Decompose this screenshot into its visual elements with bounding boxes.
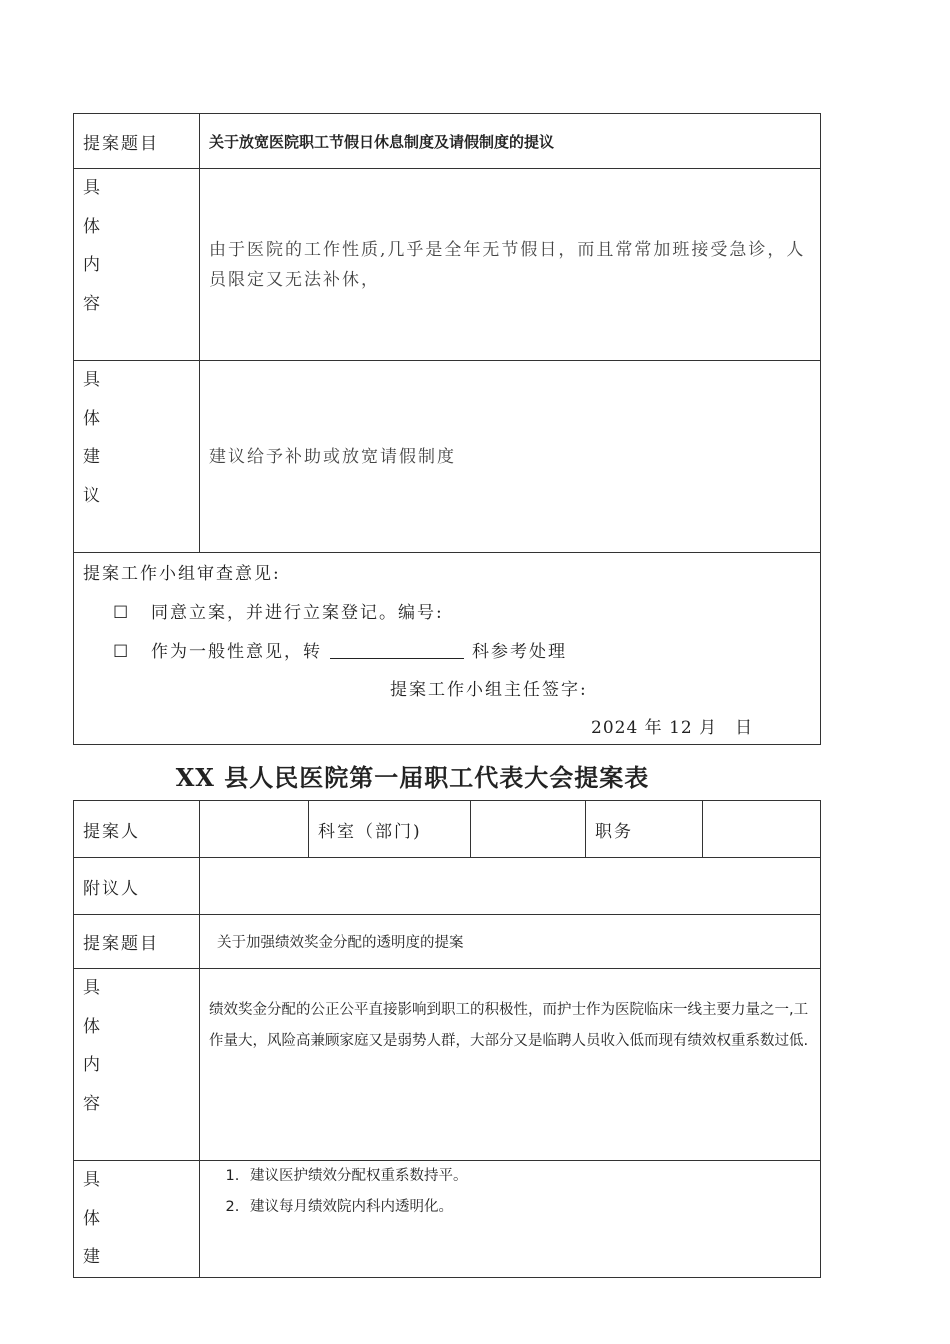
content-text: 由于医院的工作性质,几乎是全年无节假日，而且常常加班接受急诊，人员限定又无法补休，: [200, 169, 821, 361]
checkbox-icon[interactable]: ☐: [113, 603, 131, 623]
document-title: XX 县人民医院第一届职工代表大会提案表: [175, 763, 650, 792]
review-option-2[interactable]: ☐ 作为一般性意见，转 科参考处理: [113, 642, 567, 662]
checkbox-icon[interactable]: ☐: [113, 642, 131, 662]
title-value: 关于放宽医院职工节假日休息制度及请假制度的提议: [200, 114, 821, 169]
position-label: 职务: [586, 801, 703, 858]
signature-label: 提案工作小组主任签字:: [390, 680, 588, 700]
title-label: 提案题目: [74, 915, 200, 969]
suggest-text: 建议给予补助或放宽请假制度: [200, 361, 821, 553]
review-option-1[interactable]: ☐ 同意立案，并进行立案登记。编号:: [113, 603, 444, 623]
cosigner-value: [200, 858, 821, 915]
cosigner-label: 附议人: [74, 858, 200, 915]
content-text: 绩效奖金分配的公正公平直接影响到职工的积极性，而护士作为医院临床一线主要力量之一,工作量大，风险高兼顾家庭又是弱势人群，大部分又是临聘人员收入低而现有绩效权重系数过低.: [200, 969, 821, 1161]
suggestion-item: 2. 建议每月绩效院内科内透明化。: [244, 1192, 820, 1223]
review-date: 2024 年 12 月 日: [591, 718, 754, 738]
position-value: [703, 801, 821, 858]
review-section: [74, 553, 821, 745]
suggestion-list: [200, 1161, 821, 1278]
suggestion-item: 1. 建议医护绩效分配权重系数持平。: [244, 1161, 820, 1192]
content-label: 具 体 内 容: [74, 169, 200, 361]
proposer-label: 提案人: [74, 801, 200, 858]
proposal-form-2: [73, 800, 821, 1278]
suggest-label: 具 体 建: [74, 1161, 200, 1278]
dept-label: 科室（部门): [309, 801, 471, 858]
title-label: 提案题目: [74, 114, 200, 169]
title-value: 关于加强绩效奖金分配的透明度的提案: [200, 915, 821, 969]
department-blank-line: [330, 642, 464, 659]
proposal-form-1: [73, 113, 821, 745]
proposer-value: [200, 801, 309, 858]
review-heading: 提案工作小组审查意见:: [83, 564, 281, 584]
suggest-label: 具 体 建 议: [74, 361, 200, 553]
content-label: 具 体 内 容: [74, 969, 200, 1161]
dept-value: [471, 801, 586, 858]
